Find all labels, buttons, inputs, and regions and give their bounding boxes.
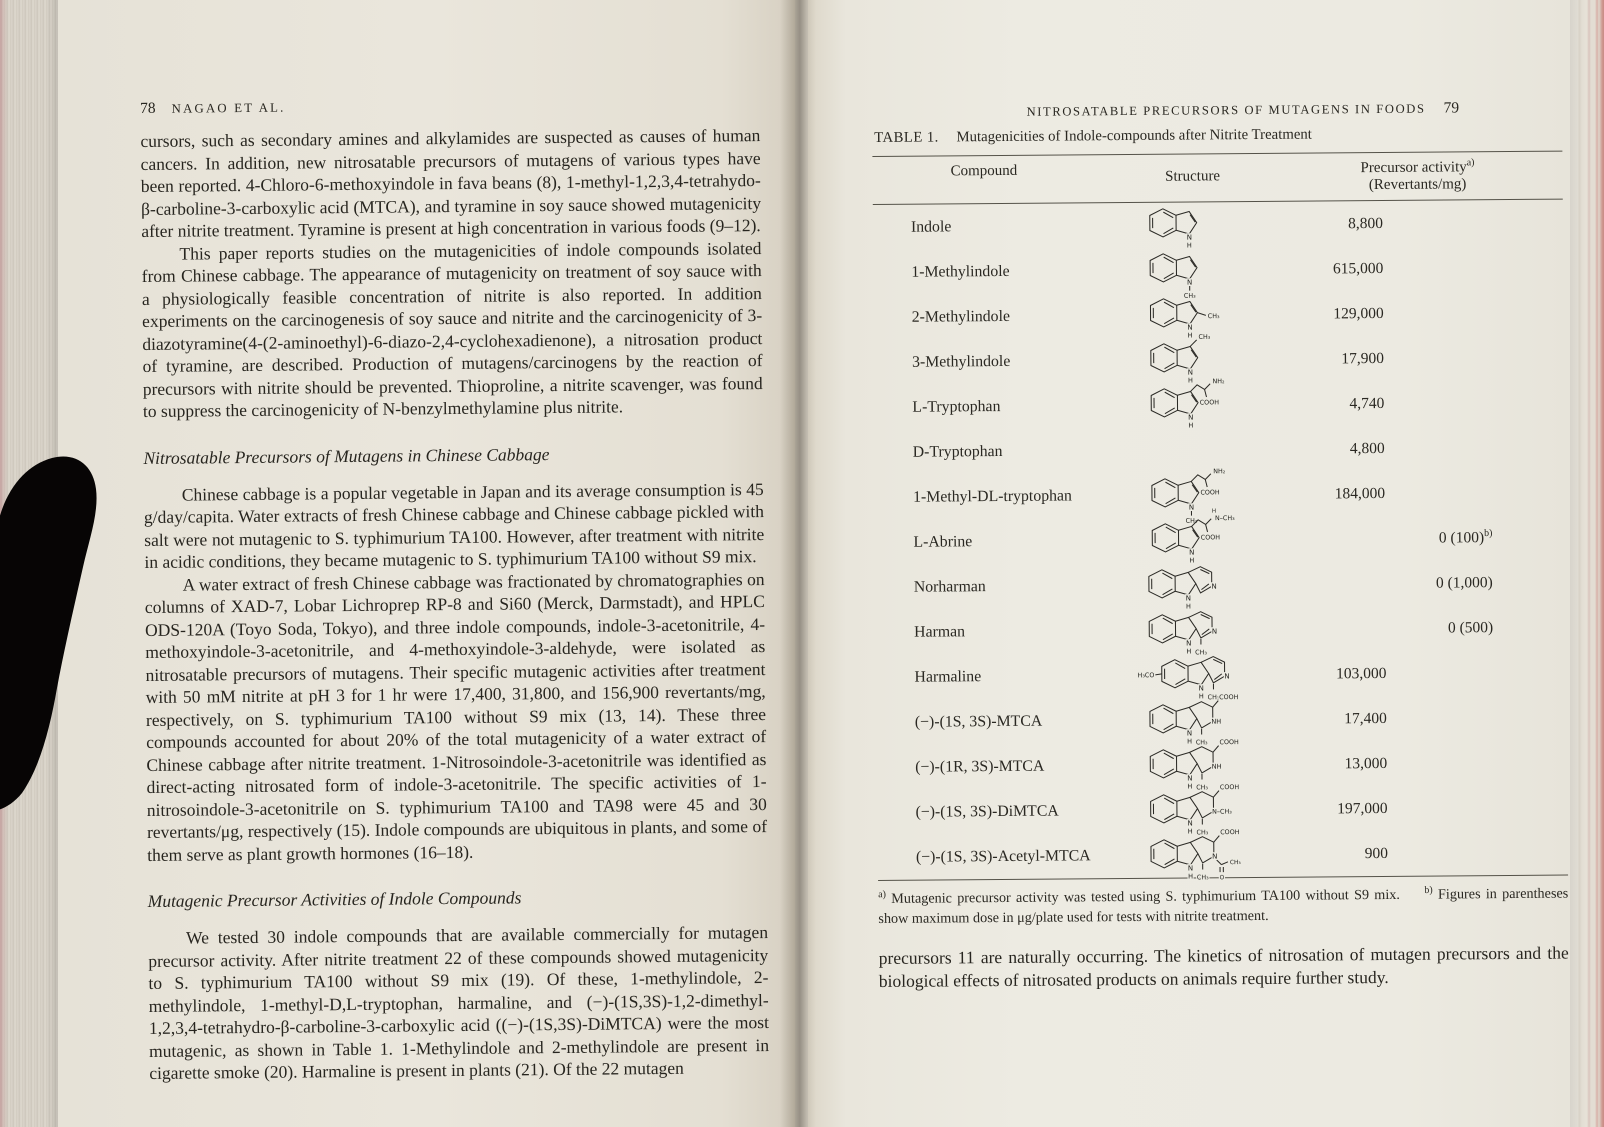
svg-text:CH₃: CH₃	[1207, 692, 1220, 701]
page-number-right: 79	[1443, 99, 1460, 117]
precursor-activity-value	[1277, 708, 1567, 728]
running-head-right	[872, 99, 1562, 122]
precursor-activity-value	[1274, 348, 1564, 368]
svg-text:COOH: COOH	[1219, 692, 1239, 701]
right-page-content	[872, 99, 1569, 993]
footnote-a-text: Mutagenic precursor activity was tested using S. typhimurium TA100 without S9 mix.	[891, 886, 1400, 907]
precursor-activity-value	[1275, 483, 1565, 503]
left-page-body	[140, 124, 769, 1084]
svg-text:CH₃: CH₃	[1196, 827, 1209, 836]
column-header-activity-unit: (Revertants/mg)	[1368, 176, 1467, 194]
footnote-b-text: Figures in parentheses show maximum dose in μg/plate used for tests with nitrite treatment.	[878, 885, 1569, 927]
activity-number: 17,900	[1341, 349, 1385, 367]
svg-text:NH₂: NH₂	[1213, 466, 1226, 475]
activity-number: 615,000	[1332, 259, 1384, 277]
svg-text:H: H	[1187, 826, 1193, 836]
svg-text:CH₃: CH₃	[1229, 859, 1241, 866]
compound-name: Norharman	[913, 577, 986, 596]
compound-name: D-Tryptophan	[912, 442, 1003, 461]
svg-text:N: N	[1198, 682, 1204, 692]
svg-text:H: H	[1185, 601, 1191, 611]
precursor-activity-value	[1273, 213, 1563, 233]
column-header-activity	[1272, 159, 1562, 195]
activity-number: 103,000	[1336, 664, 1387, 682]
structure-cell	[1118, 824, 1278, 885]
svg-text:N: N	[1186, 728, 1193, 738]
precursor-activity-value	[1275, 438, 1565, 458]
running-head-right-text: NITROSATABLE PRECURSORS OF MUTAGENS IN FOODS	[1026, 101, 1426, 119]
svg-text:NH₂: NH₂	[1212, 376, 1225, 385]
svg-text:NH: NH	[1211, 762, 1222, 771]
svg-text:COOH: COOH	[1219, 737, 1239, 746]
svg-text:N: N	[1186, 232, 1192, 242]
paragraph: We tested 30 indole compounds that are available commercially for mutagen precursor activity. After nitrite treatment 22 of these compounds showed mutagenicity to S. typhimurium TA100 without S9 mix (19). Of these, 1-methylindole, 2-methylindole, 1-methyl-D,L-tryptophan, harmaline, and (−)-(1S,3S)-1,2-dimethyl-1,2,3,4-tetrahydro-β-carboline-3-carboxylic acid ((−)-(1S,3S)-DiMTCA) were the most mutagenic, as shown in Table 1. 1-Methylindole and 2-methylindole are present in cigarette smoke (20). Harmaline is present in plants (21). Of the 22 mutagen	[148, 922, 770, 1083]
activity-number: 184,000	[1334, 484, 1386, 502]
svg-text:CH₃: CH₃	[1196, 782, 1208, 791]
svg-text:N: N	[1186, 277, 1193, 287]
svg-text:N–CH₃: N–CH₃	[1212, 806, 1232, 816]
paragraph: Chinese cabbage is a popular vegetable in Japan and its average consumption is 45 g/day/capita. Water extracts of fresh Chinese cabbage and Chinese cabbage pickled with salt were not mutagenic to S. typhimurium TA100. However, after treatment with nitrite in acidic conditions, they became mutagenic to S. typhimurium TA100 without S9 mix.	[143, 478, 765, 572]
precursor-activity-value	[1273, 258, 1563, 278]
precursor-activity-value	[1276, 663, 1566, 683]
precursor-activity-value	[1277, 798, 1567, 818]
precursor-activity-value	[1277, 753, 1567, 773]
svg-text:CH₃: CH₃	[1183, 291, 1196, 300]
activity-number: 197,000	[1337, 799, 1388, 817]
activity-number: 0 (1,000)	[1435, 573, 1493, 592]
activity-number: 8,800	[1348, 214, 1384, 232]
compound-name: (−)-(1S, 3S)-MTCA	[914, 712, 1043, 731]
svg-text:H: H	[1186, 646, 1192, 656]
svg-text:COOH: COOH	[1220, 827, 1240, 836]
right-page-paragraph: precursors 11 are naturally occurring. The kinetics of nitrosation of mutagen precursors and the biological effects of nitrosated products on animals require further study.	[878, 942, 1569, 991]
compound-name: L-Abrine	[913, 532, 973, 551]
compound-name: Harmaline	[914, 667, 982, 686]
svg-text:COOH: COOH	[1200, 532, 1221, 541]
compound-name: 1-Methyl-DL-tryptophan	[913, 486, 1072, 506]
activity-number: 13,000	[1344, 754, 1388, 772]
left-page-content	[140, 94, 769, 1084]
svg-text:CH₃: CH₃	[1185, 516, 1198, 525]
svg-text:N: N	[1187, 773, 1193, 783]
svg-text:N: N	[1186, 638, 1192, 648]
compound-name: (−)-(1R, 3S)-MTCA	[915, 757, 1045, 776]
svg-text:H: H	[1211, 508, 1217, 515]
structure-cell	[1114, 374, 1274, 435]
svg-text:COOH: COOH	[1219, 782, 1240, 791]
running-head-left	[140, 94, 760, 118]
page-number-left: 78	[140, 99, 156, 117]
right-page	[808, 0, 1570, 1127]
svg-text:H: H	[1188, 421, 1194, 430]
chemical-structure-drawing	[1145, 825, 1251, 886]
footnote-marker-a: a)	[1466, 157, 1475, 169]
compound-name: 3-Methylindole	[911, 352, 1011, 371]
table-label: TABLE 1.	[874, 129, 939, 146]
activity-number: 17,400	[1344, 709, 1387, 727]
svg-text:O: O	[1219, 874, 1225, 881]
compound-name: Harman	[914, 622, 966, 641]
svg-text:N: N	[1185, 593, 1192, 603]
activity-number: 4,740	[1349, 394, 1385, 412]
activity-number: 0 (100)	[1438, 528, 1485, 547]
table-body	[873, 200, 1568, 880]
table-row	[874, 376, 1564, 430]
svg-text:H: H	[1187, 781, 1193, 791]
table-caption: Mutagenicities of Indole-compounds after Nitrite Treatment	[956, 126, 1312, 146]
svg-text:N: N	[1189, 547, 1195, 557]
footnote-marker-b: b)	[1484, 527, 1493, 539]
table-footnotes	[878, 885, 1568, 929]
table-row	[878, 827, 1568, 881]
precursor-activity-value	[1276, 618, 1566, 638]
compound-name: 1-Methylindole	[911, 262, 1010, 281]
table-title	[874, 125, 1562, 147]
section-heading: Nitrosatable Precursors of Mutagens in Chinese Cabbage	[143, 443, 550, 468]
svg-text:NH: NH	[1211, 717, 1222, 726]
svg-text:N: N	[1188, 502, 1195, 512]
svg-text:COOH: COOH	[1199, 397, 1219, 406]
svg-text:CH₃: CH₃	[1198, 332, 1211, 341]
dark-object-obstruction	[0, 445, 120, 825]
svg-text:CH₃: CH₃	[1195, 647, 1207, 656]
chemical-structure-drawing	[1141, 375, 1247, 436]
svg-text:H: H	[1189, 556, 1195, 565]
footnote-a-marker: a)	[878, 889, 887, 901]
activity-number: 0 (500)	[1447, 618, 1494, 636]
svg-text:N: N	[1211, 581, 1217, 591]
svg-text:N: N	[1188, 412, 1194, 422]
activity-number: 4,800	[1349, 439, 1385, 457]
precursor-activity-value	[1276, 573, 1566, 593]
book-gutter	[780, 0, 816, 1127]
svg-text:N: N	[1212, 851, 1218, 861]
compound-name: (−)-(1S, 3S)-Acetyl-MTCA	[915, 846, 1091, 866]
column-header-structure: Structure	[1165, 168, 1221, 185]
structure-cell	[1115, 449, 1275, 450]
svg-text:N: N	[1187, 322, 1193, 332]
column-header-compound: Compound	[950, 162, 1018, 180]
svg-text:N: N	[1187, 818, 1193, 828]
activity-number: 129,000	[1333, 304, 1384, 322]
precursor-activity-value	[1274, 393, 1564, 413]
precursor-activity-value	[1275, 528, 1565, 548]
compound-name: (−)-(1S, 3S)-DiMTCA	[915, 802, 1059, 821]
svg-text:N: N	[1187, 863, 1194, 873]
paragraph: cursors, such as secondary amines and alkylamides are suspected as causes of human cancers. In addition, new nitrosatable precursors of mutagens of various types have been reported. 4-Chloro-6-methoxyindole in fava beans (8), 1-methyl-1,2,3,4-tetrahydo-β-carboline-3-carboxylic acid (MTCA), and tyramine in soy sauce showed mutagenicity after nitrite treatment. Tyramine is present at high concentration in various foods (9–12).	[140, 125, 762, 241]
svg-text:H: H	[1187, 376, 1193, 385]
svg-text:CH₃: CH₃	[1207, 311, 1220, 320]
footnote-b-marker: b)	[1424, 884, 1433, 896]
svg-text:CH₃: CH₃	[1195, 737, 1208, 746]
section-heading: Mutagenic Precursor Activities of Indole Compounds	[147, 887, 522, 911]
svg-text:N: N	[1187, 367, 1194, 377]
svg-text:H: H	[1198, 691, 1204, 700]
column-header-activity-text: Precursor activity	[1360, 159, 1467, 177]
compound-name: 2-Methylindole	[911, 307, 1011, 326]
svg-text:H: H	[1186, 241, 1192, 250]
svg-text:H: H	[1188, 871, 1194, 881]
svg-text:H₃CO: H₃CO	[1137, 670, 1155, 679]
paragraph: This paper reports studies on the mutagenicities of indole compounds isolated from Chinese cabbage. The appearance of mutagenicity on treatment of soy sauce with a physiologically feasible concentration of nitrite is also reported. In addition experiments on the carcinogenesis of soy sauce and nitrite and the carcinogenicity of 3-diazotyramine(4-(2-aminoethyl)-6-diazo-2,4-cyclohexadienone), a nitrosation product of tyramine, are described. Production of mutagens/carcinogens by the reaction of precursors with nitrite should be prevented. Thioproline, a nitrite scavenger, was found to suppress the carcinogenicity of N-benzylmethylamine plus nitrite.	[141, 237, 763, 421]
page-edges-right	[1570, 0, 1604, 1127]
svg-text:N: N	[1211, 626, 1218, 636]
compound-name: Indole	[910, 217, 952, 236]
left-page	[58, 0, 795, 1127]
running-head-left-text: NAGAO ET AL.	[171, 100, 286, 116]
svg-text:CH₃: CH₃	[1196, 872, 1209, 881]
precursor-activity-value	[1274, 303, 1564, 323]
svg-text:N–CH₃: N–CH₃	[1214, 513, 1235, 522]
compound-name: L-Tryptophan	[912, 397, 1001, 416]
paragraph: A water extract of fresh Chinese cabbage was fractionated by chromatographies on columns of XAD-7, Lobar Lichroprep RP-8 and Si60 (Merck, Darmstadt), and HPLC ODS-120A (Toyo Soda, Tokyo), and three indole compounds, indole-3-acetonitrile, 4-methoxyindole-3-acetonitrile, and 4-methoxyindole-3-aldehyde, were isolated as nitrosatable precursors of mutagens. Their specific mutagenic activities after treatment with 50 mM nitrite at pH 3 for 1 hr were 17,400, 31,800, and 156,900 revertants/mg, respectively, on S. typhimurium TA100 without S9 mix (13, 14). These three compounds accounted for about 20% of the total mutagenicity of a water extract of Chinese cabbage after nitrite treatment. 1-Nitrosoindole-3-acetonitrile was identified as direct-acting nitrosated form of indole-3-acetonitrile. The specific activities of 1-nitrosoindole-3-acetonitrile on S. typhimurium TA100 and TA98 were 45 and 30 revertants/μg, respectively (15). Indole compounds are ubiquitous in plants, and some of them serve as plant growth hormones (16–18).	[144, 568, 768, 865]
precursor-activity-value	[1278, 843, 1568, 863]
svg-text:H: H	[1187, 331, 1193, 340]
svg-text:N: N	[1224, 670, 1230, 681]
svg-text:H: H	[1187, 736, 1193, 746]
activity-number: 900	[1364, 844, 1388, 862]
svg-text:COOH: COOH	[1200, 487, 1220, 496]
